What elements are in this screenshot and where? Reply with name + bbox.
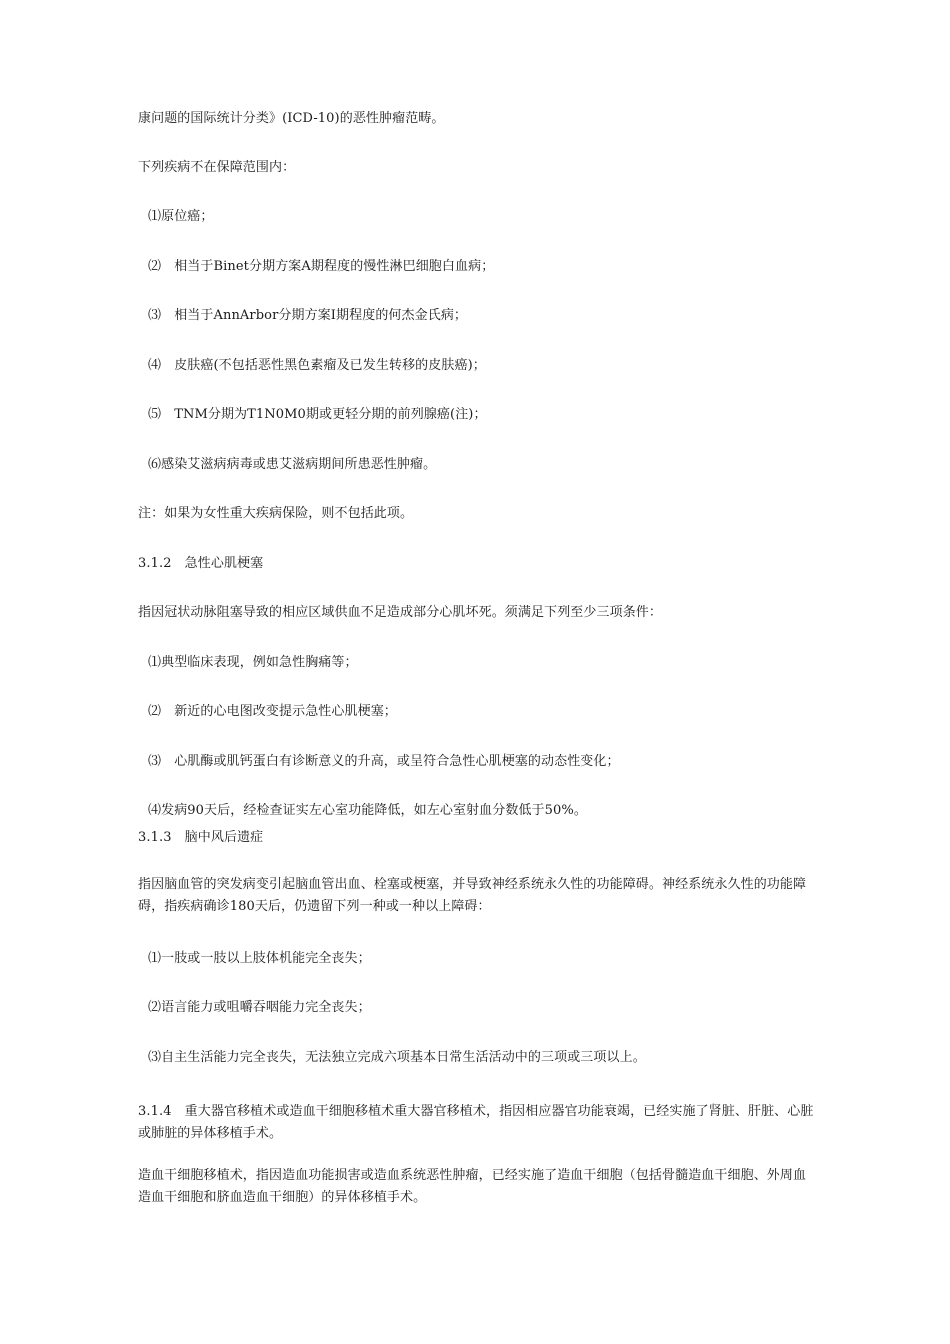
list-item-exclusion-4: ⑷ 皮肤癌(不包括恶性黑色素瘤及已发生转移的皮肤癌)；: [148, 358, 486, 373]
list-item-mi-4: ⑷发病90天后，经检查证实左心室功能降低，如左心室射血分数低于50%。: [148, 803, 587, 818]
paragraph-exclusions-intro: 下列疾病不在保障范围内：: [138, 160, 296, 175]
list-item-exclusion-3: ⑶ 相当于AnnArbor分期方案I期程度的何杰金氏病；: [148, 308, 468, 323]
section-heading-3-1-3: 3.1.3 脑中风后遗症: [138, 830, 264, 845]
list-item-stroke-2: ⑵语言能力或咀嚼吞咽能力完全丧失；: [148, 1000, 371, 1015]
list-item-stroke-1: ⑴一肢或一肢以上肢体机能完全丧失；: [148, 951, 371, 966]
paragraph-stroke-definition: 指因脑血管的突发病变引起脑血管出血、栓塞或梗塞，并导致神经系统永久性的功能障碍。神经系统永久性的功能障碍，指疾病确诊180天后，仍遗留下列一种或一种以上障碍：: [138, 877, 807, 914]
list-item-mi-1: ⑴典型临床表现，例如急性胸痛等；: [148, 655, 358, 670]
section-heading-3-1-2: 3.1.2 急性心肌梗塞: [138, 556, 264, 571]
list-item-mi-2: ⑵ 新近的心电图改变提示急性心肌梗塞；: [148, 704, 397, 719]
section-heading-3-1-4: 3.1.4 重大器官移植术或造血干细胞移植术重大器官移植术，指因相应器官功能衰竭，已经实施了肾脏、肝脏、心脏或肺脏的异体移植手术。: [138, 1104, 814, 1141]
paragraph-icd-scope: 康问题的国际统计分类》(ICD-10)的恶性肿瘤范畴。: [138, 111, 445, 126]
paragraph-note: 注：如果为女性重大疾病保险，则不包括此项。: [138, 506, 414, 521]
paragraph-stem-cell-definition: 造血干细胞移植术，指因造血功能损害或造血系统恶性肿瘤，已经实施了造血干细胞（包括骨髓造血干细胞、外周血造血干细胞和脐血造血干细胞）的异体移植手术。: [138, 1168, 807, 1205]
list-item-mi-3: ⑶ 心肌酶或肌钙蛋白有诊断意义的升高，或呈符合急性心肌梗塞的动态性变化；: [148, 754, 620, 769]
list-item-exclusion-5: ⑸ TNM分期为T1N0M0期或更轻分期的前列腺癌(注)；: [148, 407, 487, 422]
list-item-stroke-3: ⑶自主生活能力完全丧失，无法独立完成六项基本日常生活活动中的三项或三项以上。: [148, 1050, 646, 1065]
list-item-exclusion-1: ⑴原位癌；: [148, 209, 214, 224]
paragraph-mi-definition: 指因冠状动脉阻塞导致的相应区域供血不足造成部分心肌坏死。须满足下列至少三项条件：: [138, 605, 663, 620]
list-item-exclusion-2: ⑵ 相当于Binet分期方案A期程度的慢性淋巴细胞白血病；: [148, 259, 495, 274]
list-item-exclusion-6: ⑹感染艾滋病病毒或患艾滋病期间所患恶性肿瘤。: [148, 457, 437, 472]
